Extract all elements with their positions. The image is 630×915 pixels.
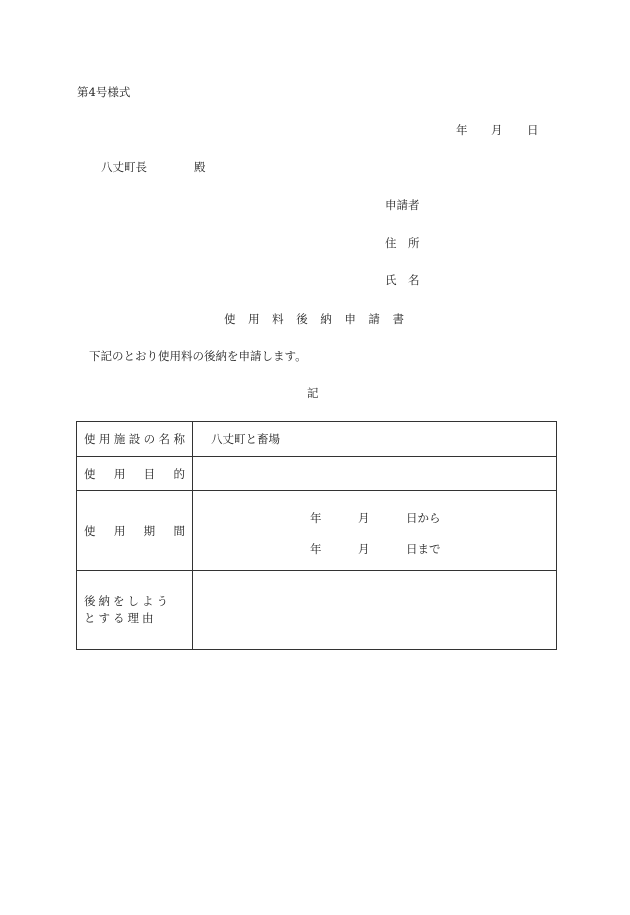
purpose-label	[77, 457, 193, 491]
form-number: 第4号様式	[77, 85, 131, 99]
label-char: の	[143, 432, 156, 446]
label-char: 使	[84, 523, 96, 538]
table-row-reason	[77, 571, 557, 650]
to-year: 年	[310, 541, 322, 556]
label-char: 間	[173, 523, 185, 538]
title-char: 用	[248, 312, 260, 326]
period-value[interactable]	[193, 491, 557, 571]
title-char: 申	[344, 312, 356, 326]
label-char: 設	[128, 432, 141, 446]
period-label	[77, 491, 193, 571]
table-row-period	[77, 491, 557, 571]
to-day: 日まで	[406, 541, 441, 556]
application-table	[76, 421, 557, 650]
title-char: 後	[296, 312, 308, 326]
label-char: 用	[113, 466, 126, 481]
facility-value[interactable]: 八丈町と畜場	[193, 422, 557, 457]
title-char: 使	[224, 312, 236, 326]
title-char: 書	[392, 312, 404, 326]
label-char: 名	[158, 432, 171, 446]
purpose-value[interactable]	[193, 457, 557, 491]
document-title	[224, 312, 404, 326]
label-char: 称	[173, 432, 185, 446]
date-day: 日	[527, 123, 539, 137]
label-char: 期	[143, 523, 156, 538]
name-label: 氏 名	[385, 273, 420, 287]
label-char: 用	[98, 432, 111, 446]
addressee-honorific: 殿	[194, 160, 206, 174]
from-year: 年	[310, 510, 322, 525]
title-char: 納	[320, 312, 332, 326]
reason-label: 後納をしようとする理由	[77, 571, 193, 650]
to-month: 月	[358, 541, 370, 556]
ki-heading: 記	[307, 386, 319, 400]
label-char: 施	[113, 432, 126, 446]
address-label: 住 所	[385, 236, 420, 250]
label-char: 使	[84, 432, 96, 446]
title-char: 料	[272, 312, 284, 326]
addressee-name: 八丈町長	[101, 160, 147, 174]
from-day: 日から	[406, 510, 441, 525]
date-year: 年	[456, 123, 468, 137]
label-char: 用	[113, 523, 126, 538]
label-char: 的	[173, 466, 185, 481]
title-char: 請	[368, 312, 380, 326]
from-month: 月	[358, 510, 370, 525]
label-char: 使	[84, 466, 96, 481]
reason-value[interactable]	[193, 571, 557, 650]
date-month: 月	[491, 123, 503, 137]
table-row-facility	[77, 422, 557, 457]
facility-label	[77, 422, 193, 457]
label-char: 目	[143, 466, 156, 481]
body-text: 下記のとおり使用料の後納を申請します。	[89, 349, 307, 363]
applicant-label: 申請者	[385, 198, 420, 212]
table-row-purpose	[77, 457, 557, 491]
